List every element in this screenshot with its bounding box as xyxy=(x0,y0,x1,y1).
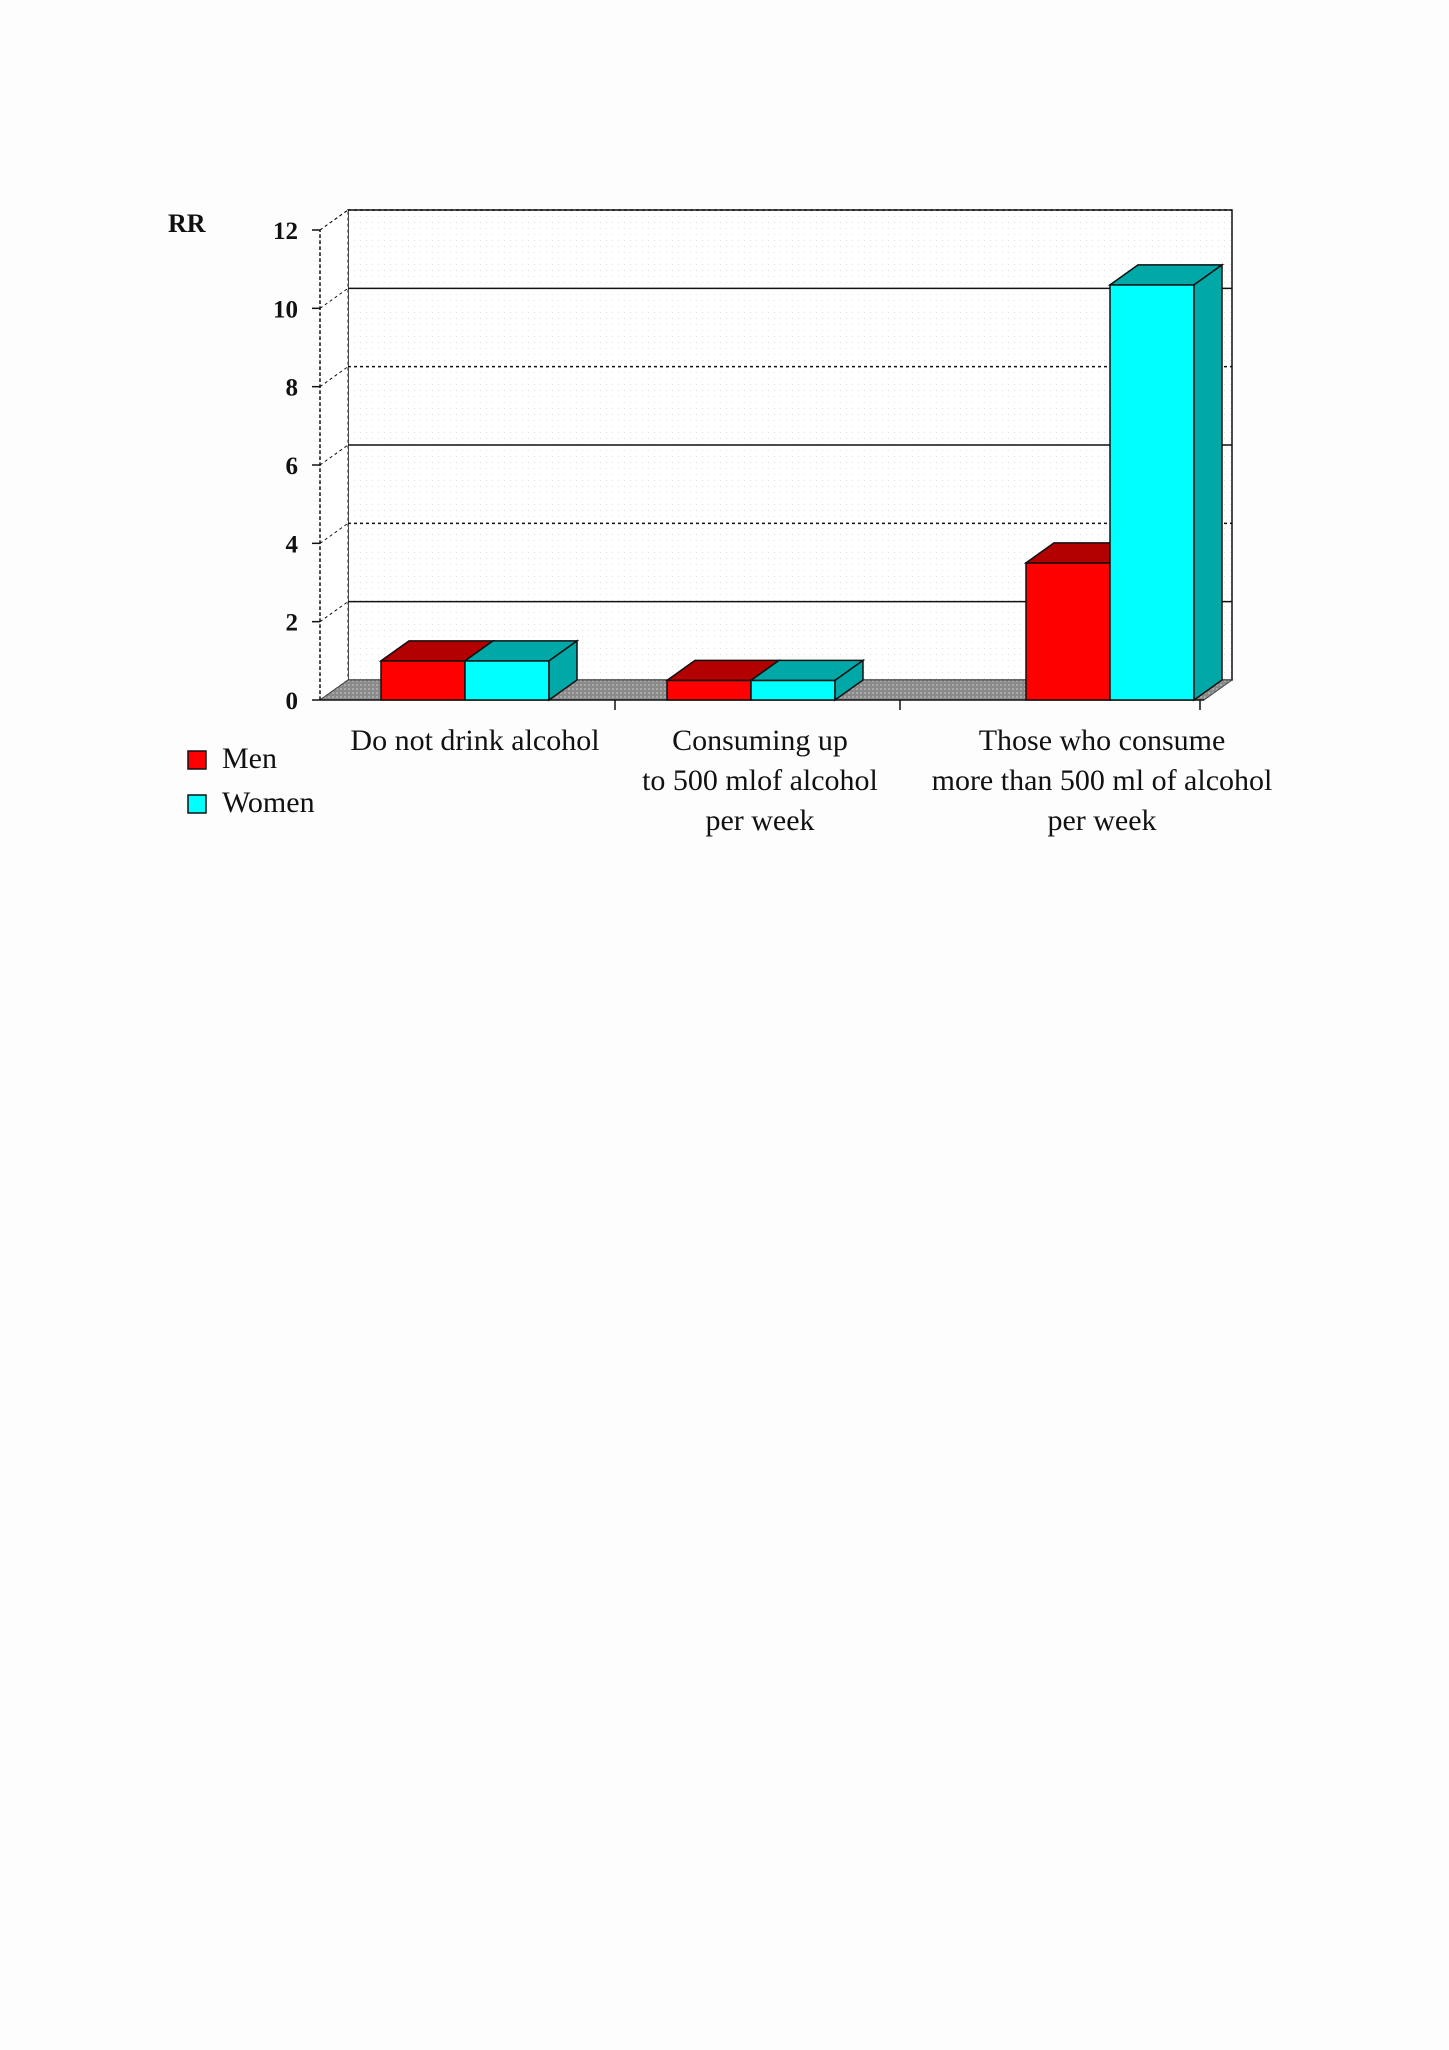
y-axis-label: RR xyxy=(168,209,206,238)
y-tick-label: 2 xyxy=(285,609,298,637)
bar-front xyxy=(1026,563,1110,700)
chart xyxy=(0,0,1449,900)
category-label-line: Do not drink alcohol xyxy=(350,724,600,757)
y-tick-label: 10 xyxy=(273,296,298,324)
legend-label: Men xyxy=(222,742,277,775)
bar xyxy=(465,641,577,700)
category-label-line: per week xyxy=(1047,804,1157,837)
side-wall xyxy=(320,210,348,700)
y-tick-label: 6 xyxy=(285,453,298,480)
category-label-line: per week xyxy=(705,804,815,837)
category-label-line: more than 500 ml of alcohol xyxy=(931,764,1273,797)
category-label-line: to 500 mlof alcohol xyxy=(642,764,878,797)
bar-front xyxy=(751,680,835,700)
bar-front xyxy=(465,661,549,700)
legend-swatch xyxy=(188,751,206,769)
bar-front xyxy=(1110,285,1194,700)
category-labels xyxy=(350,724,1272,837)
legend xyxy=(188,742,315,819)
category-label-line: Those who consume xyxy=(978,724,1226,757)
category-label xyxy=(642,724,878,837)
bar-side xyxy=(1194,265,1222,700)
bar xyxy=(1110,265,1222,700)
bar-chart-svg xyxy=(0,0,1449,900)
category-label-line: Consuming up xyxy=(672,724,848,757)
y-tick-label: 4 xyxy=(285,531,298,559)
y-tick-label: 12 xyxy=(273,218,298,245)
category-label xyxy=(350,724,599,757)
y-tick-label: 0 xyxy=(285,688,298,715)
legend-label: Women xyxy=(222,786,315,819)
category-label xyxy=(932,724,1273,837)
bar-front xyxy=(381,661,465,700)
y-tick-label: 8 xyxy=(285,374,298,402)
bar-front xyxy=(667,680,751,700)
legend-swatch xyxy=(188,795,206,813)
